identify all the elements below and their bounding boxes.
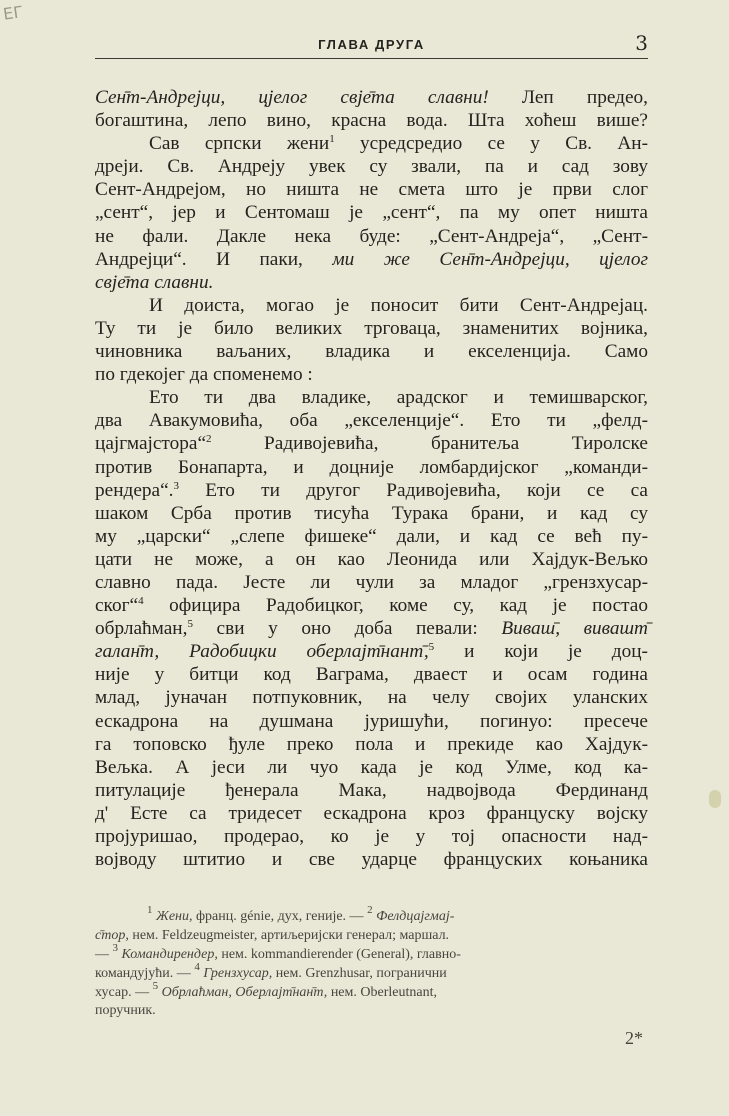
text-run: му „царски“ „слепе фишеке“ дали, и кад се већ пу-: [95, 525, 648, 547]
text-run: обрлаћман,: [95, 618, 188, 640]
text-run: два Авакумовића, оба „екселенције“. Ето ти „фелд-: [95, 410, 648, 432]
text-line: [95, 941, 648, 965]
text-run: официра Радобицког, коме су, кад је постао: [143, 595, 648, 617]
text-line: [95, 479, 648, 502]
text-run: питулације ђенерала Мака, надвојвода Фердинанд: [95, 779, 648, 801]
text-run: дреји. Св. Андреју увек су звали, па и сад зову: [95, 156, 648, 178]
text-line: [95, 686, 648, 709]
italic-text: Фелдцајгмај-: [376, 909, 455, 924]
text-run: рендера“.: [95, 479, 174, 501]
text-run: нем. Feldzeugmeister, артиљеријски генерал; маршал.: [128, 927, 450, 943]
italic-text: Грензхусар,: [203, 965, 273, 981]
text-run: цати не може, а он као Леонида или Хајдук-Вељко: [95, 548, 648, 570]
text-line: [95, 525, 648, 548]
text-run: богаштина, лепо вино, красна вода. Шта хоћеш више?: [95, 110, 648, 132]
text-line: [95, 825, 648, 848]
text-run: не фали. Дакле нека буде: „Сент-Андреја“, „Сент-: [95, 225, 648, 247]
text-line: [95, 927, 648, 946]
footnote-ref: 2: [206, 433, 212, 446]
text-line: [95, 178, 648, 201]
text-run: Ето ти другог Радивојевића, који се са: [178, 479, 648, 501]
text-run: хусар. —: [95, 984, 153, 1000]
footnote-ref: 1: [147, 904, 153, 916]
text-line: [95, 848, 648, 871]
text-run: Ту ти је било великих трговаца, знаменитих војника,: [95, 317, 648, 339]
footnotes: [95, 904, 648, 1021]
text-line: [95, 86, 648, 109]
text-line: [95, 779, 648, 802]
footnote-ref: 2: [367, 904, 373, 916]
text-line: [95, 363, 648, 386]
text-run: Андрејци“. И паки,: [95, 248, 333, 270]
text-run: поручник.: [95, 1003, 156, 1019]
text-line: [95, 640, 648, 663]
text-line: [95, 248, 648, 271]
italic-text: Обрлаћман, Оберлајт̄нан̄т,: [161, 984, 328, 1000]
text-run: „сент“, јер и Сентомаш је „сент“, па му опет ништа: [95, 202, 648, 224]
text-run: није у битци код Ваграма, двaест и осам година: [95, 664, 648, 686]
page-number: 3: [635, 31, 648, 55]
text-line: [95, 979, 648, 1003]
page-header: [95, 30, 648, 59]
text-line: [95, 132, 648, 155]
running-head: ГЛАВА ДРУГА: [318, 37, 425, 52]
text-line: [95, 340, 648, 363]
italic-text: свје̄та славни.: [95, 271, 214, 293]
signature-mark: 2*: [625, 1028, 643, 1048]
italic-text: Сен̄т-Андрејци, цјелог свје̄та славни!: [95, 87, 489, 108]
text-run: нем. kommandierender (General), главно-: [217, 946, 461, 962]
italic-text: ми же Сен̄т-Андрејци, цјелог: [332, 248, 648, 270]
text-line: [95, 271, 648, 294]
italic-text: галан̄т, Радобицки оберлајт̄нант̄,: [95, 641, 429, 663]
text-run: усредсредио се у Св. Ан-: [334, 133, 648, 155]
text-line: [95, 663, 648, 686]
text-line: [95, 594, 648, 617]
italic-text: Командирендер,: [121, 946, 218, 962]
text-line: [95, 155, 648, 178]
text-line: [95, 548, 648, 571]
text-run: против Бонапарта, и доцније ломбардијског „команди-: [95, 456, 648, 478]
text-line: [95, 409, 648, 432]
text-line: [95, 710, 648, 733]
body-text: [95, 86, 648, 871]
text-line: [95, 733, 648, 756]
text-line: [95, 571, 648, 594]
footnote-ref: 5: [428, 641, 435, 654]
text-line: [95, 456, 648, 479]
italic-text: с̄тор,: [95, 927, 129, 943]
text-line: [95, 225, 648, 248]
text-run: нем. Oberleutnant,: [327, 984, 437, 1000]
footnote-ref: 3: [112, 941, 118, 954]
text-line: [95, 960, 648, 984]
italic-text: Виваш̄, вивашт̄: [501, 618, 648, 640]
text-run: по гдекојег да споменемо :: [95, 364, 313, 386]
text-run: млад, јуначан потпуковник, на челу својих уланских: [95, 687, 648, 709]
text-line: [95, 201, 648, 224]
text-line: [95, 1002, 648, 1021]
footnote-ref: 1: [329, 133, 335, 146]
text-run: нем. Grenzhusar, погранични: [272, 965, 447, 981]
footnote-ref: 3: [173, 479, 179, 492]
text-run: —: [95, 946, 113, 962]
text-run: славно пада. Јесте ли чули за младог „грензхусар-: [95, 571, 648, 593]
text-run: чиновника ваљаних, владика и екселенција. Само: [95, 341, 648, 363]
text-line: [95, 756, 648, 779]
text-line: [95, 802, 648, 825]
text-line: [95, 294, 648, 317]
text-run: Сав српски жени: [149, 133, 330, 155]
text-run: Радивојевића, бранитеља Тиролске: [211, 433, 648, 455]
text-line: [95, 317, 648, 340]
text-run: командујући. —: [95, 965, 195, 981]
footnote-ref: 4: [138, 595, 144, 608]
text-run: и који је доц-: [434, 641, 648, 663]
text-line: [95, 386, 648, 409]
text-run: сви у оно доба певали:: [192, 618, 502, 640]
text-run: Сент-Андрејом, но ништа не смета што је први слог: [95, 179, 648, 201]
footnote-ref: 5: [152, 979, 159, 992]
corner-stamp: ЕГ: [1, 2, 25, 24]
text-run: д' Есте са тридесет ескадрона кроз француску војску: [95, 802, 648, 824]
text-run: франц. génie, дух, геније. —: [192, 909, 368, 924]
footnote-ref: 5: [187, 618, 193, 631]
text-line: [95, 617, 648, 640]
text-run: И доиста, могао је поносит бити Сент-Андрејац.: [149, 294, 648, 316]
text-run: га топовско ђуле преко пола и прекиде као Хајдук-: [95, 733, 648, 755]
italic-text: Жени,: [156, 909, 193, 924]
text-run: војводу штитио и све ударце француских коњаника: [95, 849, 648, 871]
text-run: Ето ти два владике, арадског и темишварског,: [149, 387, 648, 409]
text-run: шаком Срба против тисућа Турака брани, и кад су: [95, 502, 648, 524]
text-line: [95, 904, 648, 927]
text-line: [95, 109, 648, 132]
footnote-ref: 4: [194, 960, 200, 973]
text-line: [95, 432, 648, 455]
text-run: Леп предео,: [488, 87, 648, 108]
text-run: ескадрона на душмана јуришући, погинуо: пресече: [95, 710, 648, 732]
paper-stain: [709, 790, 721, 808]
text-run: цајгмајстора“: [95, 433, 206, 455]
text-run: Вељка. А јеси ли чуо када је код Улме, код ка-: [95, 756, 648, 778]
text-run: пројуришао, продерао, ко је у тој опасности над-: [95, 826, 648, 847]
text-line: [95, 502, 648, 525]
text-run: ског“: [95, 595, 139, 617]
